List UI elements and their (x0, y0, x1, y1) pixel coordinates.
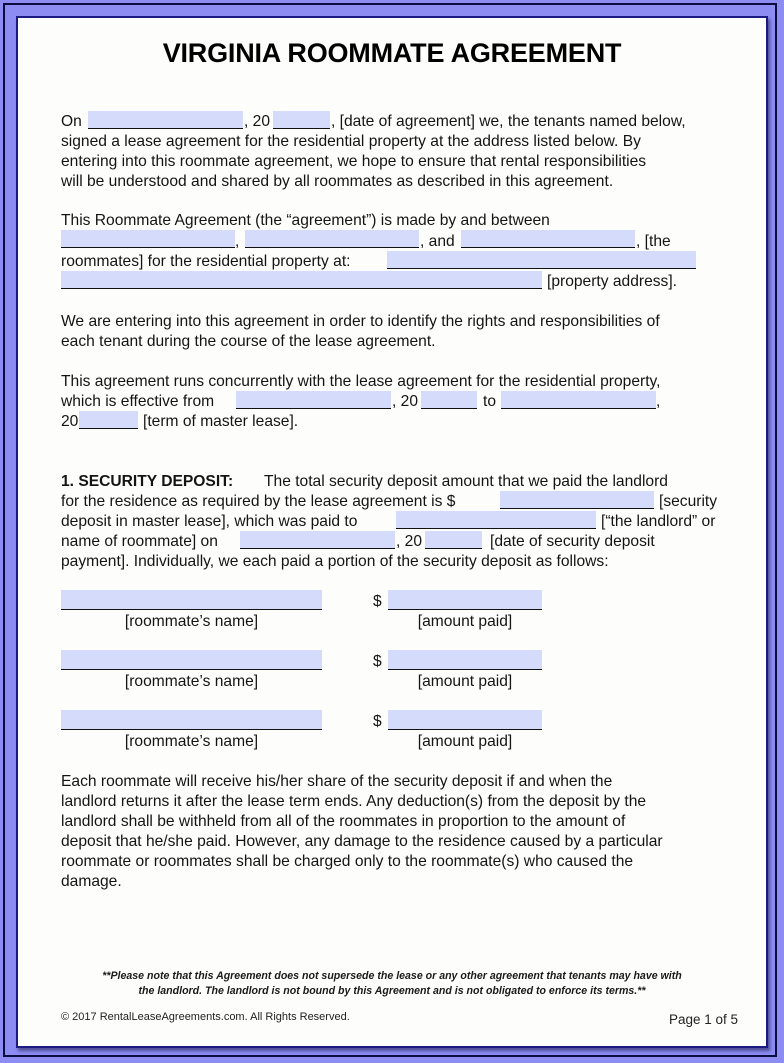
sd-line4-end: [date of security deposit (490, 533, 655, 550)
roommate-row-2-currency: $ (373, 653, 382, 670)
refund-line-2: landlord returns it after the lease term ends. Any deduction(s) from the deposit by the (61, 793, 647, 810)
refund-line-4: deposit that he/she paid. However, any damage to the residence caused by a particular (61, 833, 663, 850)
intro-line2: signed a lease agreement for the residential property at the address listed below. By (61, 133, 641, 150)
intro-line3: entering into this roommate agreement, we hope to ensure that rental responsibilities (61, 153, 647, 170)
roommate-row-3-amount-label: [amount paid] (417, 733, 513, 750)
purpose-line2: each tenant during the course of the lease agreement. (61, 333, 436, 350)
purpose-line1: We are entering into this agreement in order to identify the rights and responsibilities of (61, 313, 660, 330)
disclaimer-note-line-2: the landlord. The landlord is not bound by this Agreement and is not obligated to enforce its terms.** (138, 985, 646, 997)
term-end-year-field[interactable] (79, 411, 138, 429)
roommate-row-1-name-field[interactable] (61, 590, 322, 610)
property-address-field-2[interactable] (61, 271, 542, 289)
sd-line3-end: [“the landlord” or (601, 513, 716, 530)
sd-line2-start: for the residence as required by the lease agreement is $ (61, 493, 456, 510)
roommate-3-name-field[interactable] (461, 230, 635, 248)
refund-line-5: roommate or roommates shall be charged only to the roommate(s) who caused the (61, 853, 634, 870)
sd-line5: payment]. Individually, we each paid a portion of the security deposit as follows: (61, 553, 609, 570)
roommate-2-name-field[interactable] (245, 230, 419, 248)
sd-line4-start: name of roommate] on (61, 533, 218, 550)
intro-on: On (61, 113, 82, 130)
security-deposit-amount-field[interactable] (500, 491, 654, 509)
deposit-paid-to-field[interactable] (396, 511, 596, 529)
footer-page-number: Page 1 of 5 (669, 1012, 739, 1027)
term-start-date-field[interactable] (236, 391, 391, 409)
sd-line4-20: , 20 (396, 533, 423, 550)
roommate-row-3-name-label: [roommate’s name] (124, 733, 259, 750)
sd-line2-end: [security (659, 493, 718, 510)
term-line1: This agreement runs concurrently with the lease agreement for the residential property, (61, 373, 661, 390)
term-start-year-field[interactable] (421, 391, 477, 409)
roommate-row-3-name-field[interactable] (61, 710, 322, 730)
parties-line1: This Roommate Agreement (the “agreement”) is made by and between (61, 212, 550, 229)
roommate-row-1-amount-label: [amount paid] (417, 613, 513, 630)
intro-20: , 20 (244, 113, 271, 130)
deposit-year-field[interactable] (425, 531, 482, 549)
disclaimer-note-line-1: **Please note that this Agreement does not supersede the lease or any other agreement that tenants may have with (102, 970, 682, 982)
term-line2-comma: , (656, 393, 661, 410)
term-line3-rest: [term of master lease]. (143, 413, 299, 430)
term-line2-start: which is effective from (61, 393, 215, 410)
refund-line-1: Each roommate will receive his/her share of the security deposit if and when the (61, 773, 613, 790)
agreement-year-field[interactable] (273, 111, 330, 129)
roommate-row-2-name-field[interactable] (61, 650, 322, 670)
refund-line-3: landlord shall be withheld from all of the roommates in proportion to the amount of (61, 813, 626, 830)
term-line2-20: , 20 (392, 393, 419, 410)
agreement-date-field[interactable] (88, 111, 243, 129)
security-deposit-heading: 1. SECURITY DEPOSIT: (61, 473, 234, 490)
roommate-1-name-field[interactable] (61, 230, 235, 248)
property-address-field-1[interactable] (387, 251, 696, 269)
roommate-row-1-amount-field[interactable] (388, 590, 542, 610)
parties-the: , [the (636, 233, 671, 250)
deposit-date-field[interactable] (240, 531, 395, 549)
roommate-row-1-currency: $ (373, 593, 382, 610)
parties-comma: , (235, 233, 240, 250)
document-title: VIRGINIA ROOMMATE AGREEMENT (162, 38, 622, 68)
roommate-row-3-amount-field[interactable] (388, 710, 542, 730)
property-address-label: [property address]. (547, 273, 678, 290)
roommate-row-2-name-label: [roommate’s name] (124, 673, 259, 690)
term-line3-20: 20 (61, 413, 79, 430)
roommate-row-2-amount-field[interactable] (388, 650, 542, 670)
sd-line3-start: deposit in master lease], which was paid to (61, 513, 358, 530)
footer-copyright: © 2017 RentalLeaseAgreements.com. All Rights Reserved. (61, 1011, 350, 1023)
parties-and: , and (420, 233, 455, 250)
sd-line1-rest: The total security deposit amount that we paid the landlord (264, 473, 668, 490)
refund-line-6: damage. (61, 873, 122, 890)
parties-line3: roommates] for the residential property at: (61, 253, 351, 270)
intro-line1-rest: , [date of agreement] we, the tenants named below, (331, 113, 686, 130)
roommate-row-2-amount-label: [amount paid] (417, 673, 513, 690)
roommate-row-3-currency: $ (373, 713, 382, 730)
term-end-date-field[interactable] (501, 391, 656, 409)
intro-line4: will be understood and shared by all roommates as described in this agreement. (61, 173, 614, 190)
term-line2-to: to (483, 393, 497, 410)
roommate-row-1-name-label: [roommate’s name] (124, 613, 259, 630)
